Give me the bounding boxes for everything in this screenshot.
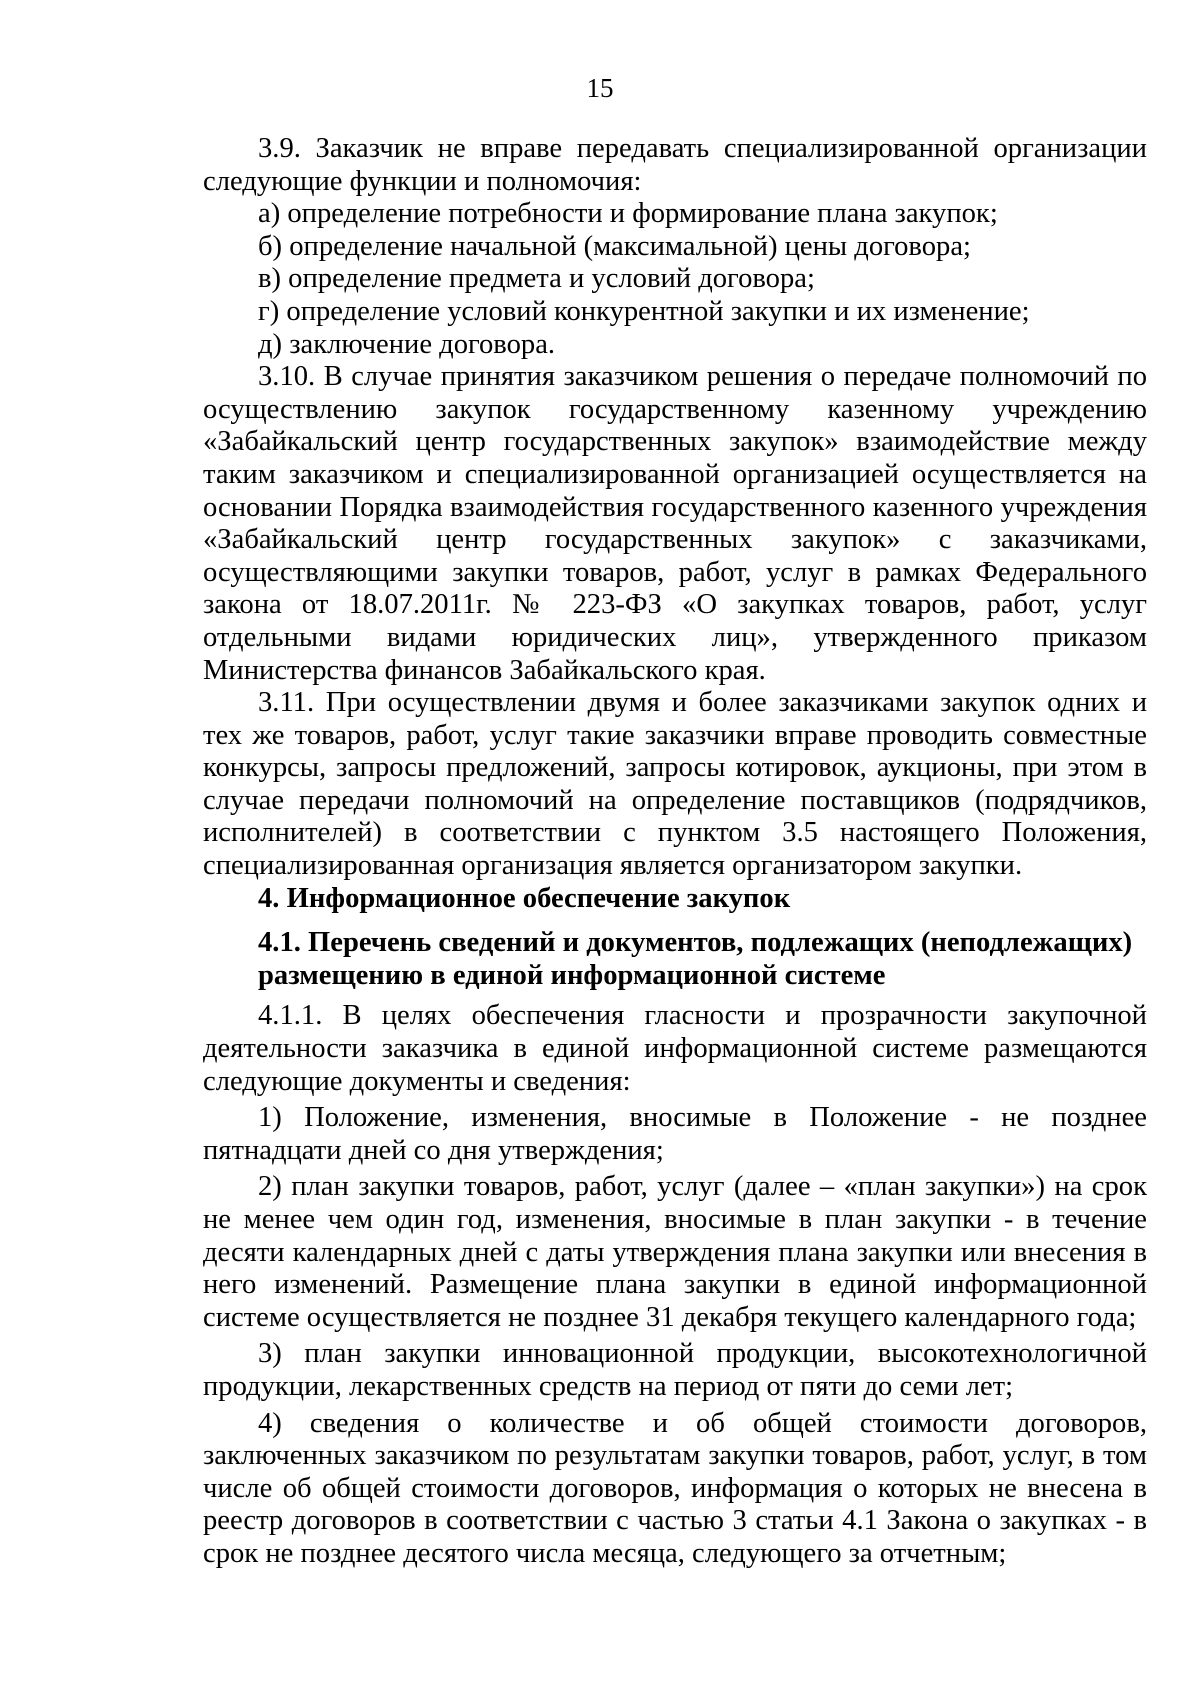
- list-item-b: б) определение начальной (максимальной) цены договора;: [258, 230, 971, 262]
- page-number: 15: [586, 73, 614, 103]
- paragraph-3-10: 3.10. В случае принятия заказчиком решения о передаче полномочий по осуществлению закупок государственному казенному учреждению «Забайкальский центр государственных закупок» взаимодействие между таким заказчиком и специализированной организацией осуществляется на основании Порядка взаимодействия государственного казенного учреждения «Забайкальский центр государственных закупок» с заказчиками, осуществляющими закупки товаров, работ, услуг в рамках Федерального закона от 18.07.2011г. № 223-ФЗ «О закупках товаров, работ, услуг отдельными видами юридических лиц», утвержденного приказом Министерства финансов Забайкальского края.: [203, 361, 1147, 686]
- subsection-heading-line-2: размещению в единой информационной системе: [258, 959, 886, 991]
- list-item-4: 4) сведения о количестве и об общей стоимости договоров, заключенных заказчиком по результатам закупки товаров, работ, услуг, в том числе об общей стоимости договоров, информация о которых не внесена в реестр договоров в соответствии с частью 3 статьи 4.1 Закона о закупках - в срок не позднее десятого числа месяца, следующего за отчетным;: [203, 1407, 1147, 1569]
- document-body: [203, 133, 1147, 1571]
- list-item-g: г) определение условий конкурентной закупки и их изменение;: [258, 295, 1030, 327]
- list-item-a: а) определение потребности и формирование плана закупок;: [258, 198, 998, 230]
- paragraph-3-11: 3.11. При осуществлении двумя и более заказчиками закупок одних и тех же товаров, работ, услуг такие заказчики вправе проводить совместные конкурсы, запросы предложений, запросы котировок, аукционы, при этом в случае передачи полномочий на определение поставщиков (подрядчиков, исполнителей) в соответствии с пунктом 3.5 настоящего Положения, специализированная организация является организатором закупки.: [203, 687, 1147, 882]
- section-heading: 4. Информационное обеспечение закупок: [258, 882, 791, 914]
- list-item-2: 2) план закупки товаров, работ, услуг (далее – «план закупки») на срок не менее чем один год, изменения, вносимые в план закупки - в течение десяти календарных дней с даты утверждения плана закупки или внесения в него изменений. Размещение плана закупки в единой информационной системе осуществляется не позднее 31 декабря текущего календарного года;: [203, 1171, 1147, 1333]
- list-item-1: 1) Положение, изменения, вносимые в Положение - не позднее пятнадцати дней со дня утверждения;: [203, 1102, 1147, 1166]
- list-item-d: д) заключение договора.: [258, 328, 556, 360]
- subsection-heading: [203, 927, 1147, 992]
- list-item-3: 3) план закупки инновационной продукции, высокотехнологичной продукции, лекарственных средств на период от пяти до семи лет;: [203, 1338, 1147, 1402]
- subsection-heading-line-1: 4.1. Перечень сведений и документов, подлежащих (неподлежащих): [258, 927, 1133, 959]
- list-item-v: в) определение предмета и условий договора;: [258, 263, 815, 295]
- paragraph-4-1-1: 4.1.1. В целях обеспечения гласности и прозрачности закупочной деятельности заказчика в единой информационной системе размещаются следующие документы и сведения:: [203, 1000, 1147, 1097]
- paragraph-3-9: 3.9. Заказчик не вправе передавать специализированной организации следующие функции и полномочия:: [203, 133, 1147, 197]
